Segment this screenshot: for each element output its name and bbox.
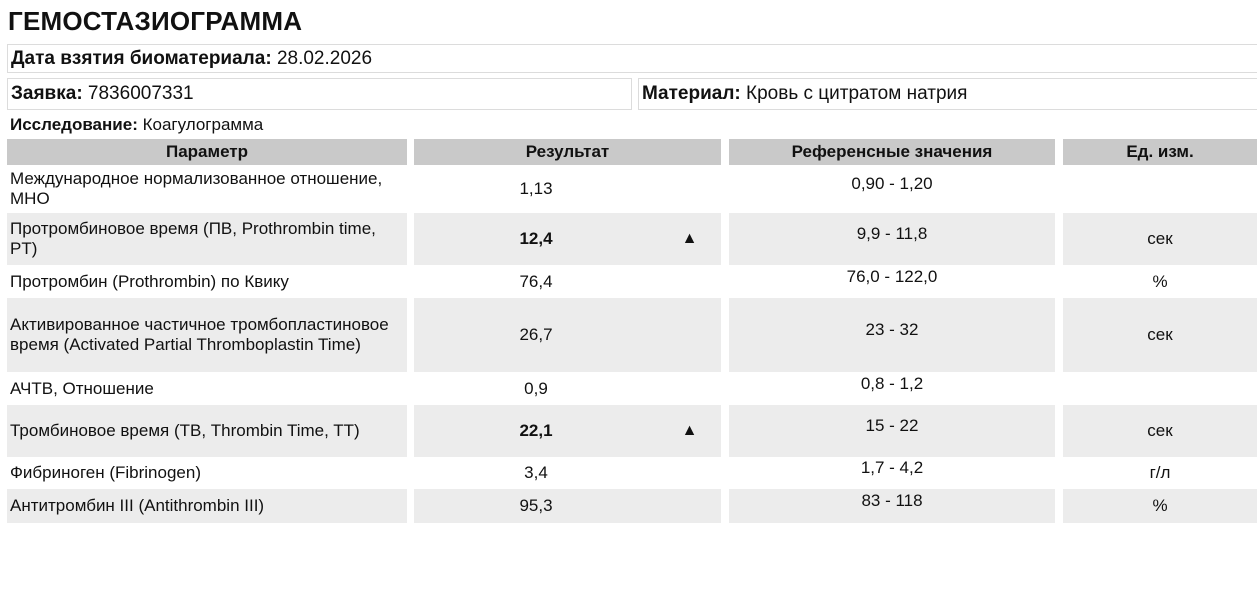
collection-date-value: 28.02.2026 [276,48,373,69]
table-row [7,489,1257,523]
header-result: Результат [414,139,721,165]
unit-cell [1063,372,1257,405]
result-cell: 12,4 [414,213,658,265]
flag-cell [658,298,721,372]
param-cell: Активированное частичное тромбопластиновое время (Activated Partial Thromboplastin Time) [7,298,407,372]
param-cell: Антитромбин III (Antithrombin III) [7,489,407,523]
unit-cell: % [1152,271,1168,291]
reference-cell: 0,90 - 1,20 [851,174,933,193]
result-cell: 0,9 [524,378,548,398]
unit-cell: сек [1063,405,1257,457]
param-cell: Фибриноген (Fibrinogen) [10,463,201,482]
order-field [7,78,632,110]
reference-cell: 9,9 - 11,8 [729,213,1055,265]
high-flag-icon: ▲ [658,213,721,265]
header-unit: Ед. изм. [1063,139,1257,165]
study-label: Исследование: [10,115,138,134]
header-param: Параметр [7,139,407,165]
reference-cell: 83 - 118 [729,489,1055,523]
param-cell: Протромбин (Prothrombin) по Квику [10,271,289,291]
result-cell: 3,4 [524,463,548,482]
material-value: Кровь с цитратом натрия [746,83,968,104]
reference-cell: 23 - 32 [729,298,1055,372]
unit-cell: сек [1063,213,1257,265]
study-field [10,113,263,137]
unit-cell: сек [1063,298,1257,372]
result-cell: 95,3 [414,489,658,523]
unit-cell [1063,165,1257,213]
result-cell: 76,4 [519,271,553,291]
reference-cell: 0,8 - 1,2 [860,373,924,393]
table-row [7,265,1257,298]
high-flag-icon: ▲ [658,405,721,457]
param-cell: Международное нормализованное отношение, МНО [10,169,383,208]
collection-date-label: Дата взятия биоматериала: [11,48,272,69]
flag-cell [658,489,721,523]
param-cell: Протромбиновое время (ПВ, Prothrombin time, PT) [7,213,407,265]
order-label: Заявка: [11,83,83,104]
order-value: 7836007331 [87,83,194,104]
study-value: Коагулограмма [142,115,264,134]
results-table [7,139,1257,523]
result-cell: 26,7 [414,298,658,372]
page-title: ГЕМОСТАЗИОГРАММА [8,6,303,36]
table-header-row [7,139,1257,165]
result-cell: 1,13 [519,179,553,198]
table-row [7,213,1257,265]
material-label: Материал: [642,83,741,104]
reference-cell: 15 - 22 [729,405,1055,457]
param-cell: АЧТВ, Отношение [10,378,154,398]
param-cell: Тромбиновое время (ТВ, Thrombin Time, TT) [7,405,407,457]
table-row [7,405,1257,457]
table-row [7,372,1257,405]
collection-date-field [7,44,1257,73]
flag-cell [658,165,721,213]
reference-cell: 1,7 - 4,2 [860,458,924,477]
header-reference: Референсные значения [729,139,1055,165]
unit-cell: г/л [1149,463,1171,482]
result-cell: 22,1 [414,405,658,457]
material-field [638,78,1257,110]
flag-cell [658,372,721,405]
table-row [7,298,1257,372]
flag-cell [658,457,721,489]
unit-cell: % [1063,489,1257,523]
flag-cell [658,265,721,298]
reference-cell: 76,0 - 122,0 [846,266,938,286]
table-row [7,457,1257,489]
table-row [7,165,1257,213]
